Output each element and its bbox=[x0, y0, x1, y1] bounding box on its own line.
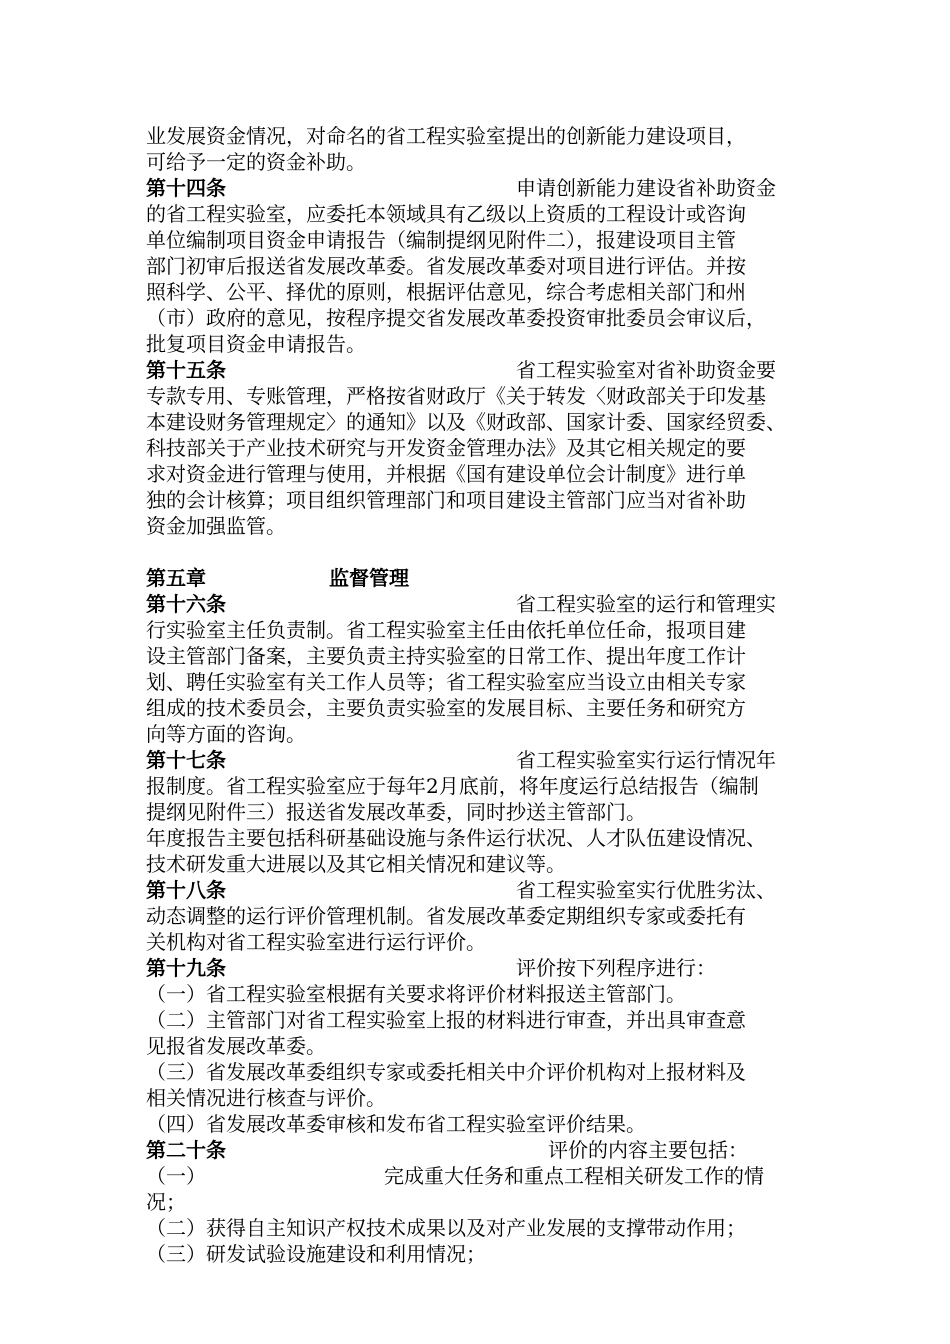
article-19-heading-line bbox=[146, 955, 811, 981]
chapter-title: 监督管理 bbox=[329, 566, 409, 590]
text-line: 况； bbox=[146, 1190, 186, 1214]
item-number: （一） bbox=[146, 1164, 206, 1188]
text-line: 关机构对省工程实验室进行运行评价。 bbox=[146, 930, 486, 954]
text-line: （四）省发展改革委审核和发布省工程实验室评价结果。 bbox=[146, 1112, 646, 1136]
article-15-heading-line bbox=[146, 357, 811, 383]
article-20-label: 第二十条 bbox=[146, 1138, 226, 1162]
blank-line bbox=[146, 539, 811, 565]
article-17-first-text: 省工程实验室实行运行情况年 bbox=[516, 748, 776, 772]
article-16-heading-line bbox=[146, 591, 811, 617]
chapter-5-heading bbox=[146, 565, 811, 591]
article-16-first-text: 省工程实验室的运行和管理实 bbox=[516, 592, 776, 616]
article-19-first-text: 评价按下列程序进行： bbox=[516, 956, 716, 980]
chapter-number: 第五章 bbox=[146, 566, 206, 590]
text-line: 求对资金进行管理与使用，并根据《国有建设单位会计制度》进行单 bbox=[146, 462, 746, 486]
article-20-first-text: 评价的内容主要包括： bbox=[548, 1138, 748, 1162]
text-line: 划、聘任实验室有关工作人员等；省工程实验室应当设立由相关专家 bbox=[146, 670, 746, 694]
text-line: 提纲见附件三）报送省发展改革委，同时抄送主管部门。 bbox=[146, 800, 646, 824]
text-line: 见报省发展改革委。 bbox=[146, 1034, 326, 1058]
text-line: （二）主管部门对省工程实验室上报的材料进行审查，并出具审查意 bbox=[146, 1008, 746, 1032]
article-14-first-text: 申请创新能力建设省补助资金 bbox=[516, 176, 776, 200]
text-line: （三）研发试验设施建设和利用情况； bbox=[146, 1242, 486, 1266]
text-line: 年度报告主要包括科研基础设施与条件运行状况、人才队伍建设情况、 bbox=[146, 826, 766, 850]
text-line: 向等方面的咨询。 bbox=[146, 722, 306, 746]
article-16-label: 第十六条 bbox=[146, 592, 226, 616]
text-line: 照科学、公平、择优的原则，根据评估意见，综合考虑相关部门和州 bbox=[146, 280, 746, 304]
text-line: （二）获得自主知识产权技术成果以及对产业发展的支撑带动作用； bbox=[146, 1216, 746, 1240]
article-18-first-text: 省工程实验室实行优胜劣汰、 bbox=[516, 878, 776, 902]
text-line: 设主管部门备案，主要负责主持实验室的日常工作、提出年度工作计 bbox=[146, 644, 746, 668]
article-19-label: 第十九条 bbox=[146, 956, 226, 980]
text-line: 技术研发重大进展以及其它相关情况和建议等。 bbox=[146, 852, 566, 876]
article-14-label: 第十四条 bbox=[146, 176, 226, 200]
text-line: 部门初审后报送省发展改革委。省发展改革委对项目进行评估。并按 bbox=[146, 254, 746, 278]
document-page bbox=[146, 123, 811, 1267]
article-18-label: 第十八条 bbox=[146, 878, 226, 902]
article-18-heading-line bbox=[146, 877, 811, 903]
text-line: 科技部关于产业技术研究与开发资金管理办法》及其它相关规定的要 bbox=[146, 436, 746, 460]
text-line: 相关情况进行核查与评价。 bbox=[146, 1086, 386, 1110]
text-line: 单位编制项目资金申请报告（编制提纲见附件二），报建设项目主管 bbox=[146, 228, 736, 252]
text-line: 本建设财务管理规定〉的通知》以及《财政部、国家计委、国家经贸委、 bbox=[146, 410, 786, 434]
text-line: 报制度。省工程实验室应于每年2月底前，将年度运行总结报告（编制 bbox=[146, 774, 759, 798]
article-17-label: 第十七条 bbox=[146, 748, 226, 772]
article-17-heading-line bbox=[146, 747, 811, 773]
text-line: 资金加强监管。 bbox=[146, 514, 286, 538]
text-line: 可给予一定的资金补助。 bbox=[146, 150, 366, 174]
text-line: （一）省工程实验室根据有关要求将评价材料报送主管部门。 bbox=[146, 982, 686, 1006]
text-line: （三）省发展改革委组织专家或委托相关中介评价机构对上报材料及 bbox=[146, 1060, 746, 1084]
article-14-heading-line bbox=[146, 175, 811, 201]
article-20-heading-line bbox=[146, 1137, 811, 1163]
text-line: 行实验室主任负责制。省工程实验室主任由依托单位任命，报项目建 bbox=[146, 618, 746, 642]
text-line: 的省工程实验室，应委托本领域具有乙级以上资质的工程设计或咨询 bbox=[146, 202, 746, 226]
text-line: 批复项目资金申请报告。 bbox=[146, 332, 366, 356]
article-20-item-1-line bbox=[146, 1163, 811, 1189]
text-line: 业发展资金情况，对命名的省工程实验室提出的创新能力建设项目， bbox=[146, 124, 746, 148]
article-15-first-text: 省工程实验室对省补助资金要 bbox=[516, 358, 776, 382]
text-line: 组成的技术委员会，主要负责实验室的发展目标、主要任务和研究方 bbox=[146, 696, 746, 720]
text-line: 动态调整的运行评价管理机制。省发展改革委定期组织专家或委托有 bbox=[146, 904, 746, 928]
article-15-label: 第十五条 bbox=[146, 358, 226, 382]
text-line: （市）政府的意见，按程序提交省发展改革委投资审批委员会审议后， bbox=[146, 306, 766, 330]
text-line: 专款专用、专账管理，严格按省财政厅《关于转发〈财政部关于印发基 bbox=[146, 384, 766, 408]
text-line: 独的会计核算；项目组织管理部门和项目建设主管部门应当对省补助 bbox=[146, 488, 746, 512]
item-text: 完成重大任务和重点工程相关研发工作的情 bbox=[384, 1164, 764, 1188]
